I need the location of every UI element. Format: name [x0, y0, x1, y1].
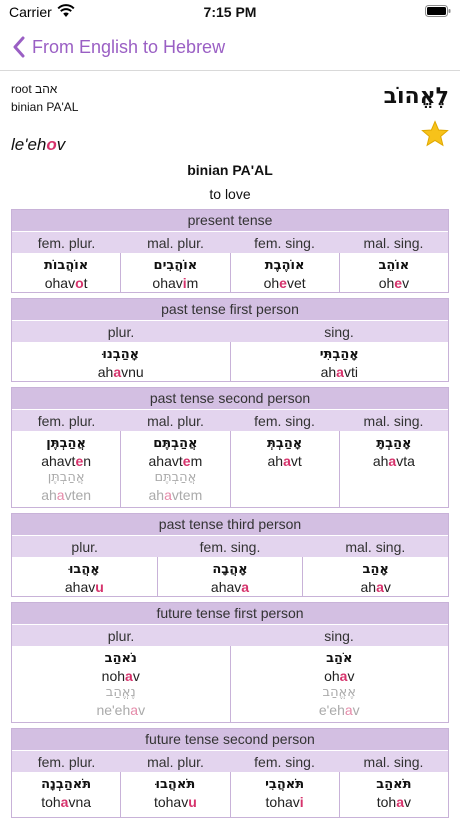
translit-post: v: [138, 702, 146, 718]
transliteration: [12, 793, 120, 811]
translit-pre: ah: [360, 579, 377, 595]
hebrew-form: תֹּאהַבְנָה: [41, 777, 92, 792]
column-header: plur.: [107, 628, 135, 644]
translit-pre: ohav: [44, 275, 76, 291]
translit-post: v: [383, 579, 391, 595]
translit-pre: ah: [320, 364, 337, 380]
transliteration: [11, 135, 65, 155]
column-header: fem. sing.: [254, 754, 315, 770]
translit-post: vti: [343, 364, 358, 380]
conjugation-cell[interactable]: [230, 342, 449, 381]
tense-table-past-first: [11, 298, 449, 382]
column-headers: [12, 231, 448, 253]
hebrew-form: אָהַבְתִּי: [319, 347, 359, 362]
clock: 7:15 PM: [203, 4, 257, 20]
translit-stress: a: [130, 702, 139, 718]
hebrew-form: אוֹהֶבֶת: [264, 258, 305, 273]
translit-pre: ahavt: [148, 453, 183, 469]
conjugation-cell[interactable]: [12, 431, 120, 507]
translit-pre: oh: [263, 275, 280, 291]
hebrew-form: תֹּאהֲבוּ: [155, 777, 196, 792]
tense-table-past-third: [11, 513, 449, 597]
transliteration: [12, 578, 157, 596]
conjugation-cell[interactable]: [230, 253, 339, 292]
translit-post: m: [186, 275, 199, 291]
column-header: sing.: [324, 324, 354, 340]
transliteration: [231, 452, 339, 470]
translit-post: v: [56, 135, 66, 154]
translit-stress: a: [241, 579, 250, 595]
column-header: mal. sing.: [363, 235, 424, 251]
conjugation-cell[interactable]: [120, 431, 229, 507]
hebrew-form: אָהַבְתָּ: [376, 436, 412, 451]
tense-table-future-second: [11, 728, 449, 818]
translit-pre: tohav: [153, 794, 189, 810]
translit-stress: a: [376, 579, 384, 595]
transliteration: [121, 452, 229, 470]
translit-stress: a: [125, 668, 133, 684]
translit-pre: ah: [148, 487, 165, 503]
conjugation-row: [12, 646, 448, 722]
conjugation-cell[interactable]: [230, 772, 339, 817]
translit-stress: e: [182, 453, 191, 469]
transliteration: [231, 793, 339, 811]
transliteration: [231, 274, 339, 292]
translit-pre: ah: [372, 453, 389, 469]
column-headers: [12, 535, 448, 557]
column-header: fem. plur.: [37, 413, 96, 429]
column-header: mal. sing.: [363, 754, 424, 770]
conjugation-cell[interactable]: [12, 342, 230, 381]
translit-post: m: [190, 453, 203, 469]
column-header: fem. sing.: [254, 413, 315, 429]
translit-pre: tohav: [265, 794, 300, 810]
hebrew-form: אֹהַב: [326, 651, 353, 666]
conjugation-cell[interactable]: [302, 557, 448, 596]
tense-title: future tense second person: [12, 729, 448, 750]
hebrew-form: אוֹהֵב: [378, 258, 410, 273]
transliteration: [340, 452, 448, 470]
column-headers: [12, 320, 448, 342]
tense-title: past tense first person: [12, 299, 448, 320]
binian-heading: binian PA'AL: [187, 162, 273, 178]
alt-hebrew-form: אֶאֱהַב: [322, 685, 356, 700]
hebrew-form: תֹּאהֲבִי: [265, 777, 305, 792]
chevron-left-icon: [12, 36, 26, 58]
hebrew-form: נֹאהַב: [104, 651, 137, 666]
translit-stress: o: [46, 135, 57, 154]
conjugation-cell[interactable]: [12, 646, 230, 722]
transliteration: [340, 793, 448, 811]
conjugation-cell[interactable]: [339, 253, 448, 292]
translit-pre: oh: [378, 275, 395, 291]
translit-pre: toh: [376, 794, 397, 810]
translit-post: v: [404, 794, 411, 810]
tense-title: past tense third person: [12, 514, 448, 535]
translit-stress: a: [60, 794, 69, 810]
translit-post: vnu: [121, 364, 144, 380]
translit-post: vet: [286, 275, 306, 291]
conjugation-cell[interactable]: [120, 253, 229, 292]
translit-pre: e'eh: [318, 702, 345, 718]
column-header: mal. plur.: [147, 235, 204, 251]
hebrew-form: אֲהַבְתֶּם: [153, 436, 198, 451]
translit-stress: u: [95, 579, 104, 595]
transliteration: [12, 667, 230, 685]
translit-pre: ohav: [152, 275, 183, 291]
translit-pre: ah: [41, 487, 57, 503]
column-header: fem. plur.: [37, 754, 96, 770]
root-line: root אהב: [11, 82, 58, 96]
translit-stress: a: [113, 364, 122, 380]
transliteration: [12, 452, 120, 470]
column-headers: [12, 750, 448, 772]
alt-hebrew-form: נֶאֱהַב: [105, 685, 136, 700]
translit-stress: i: [299, 794, 304, 810]
tense-table-present: [11, 209, 449, 293]
translit-stress: a: [56, 487, 65, 503]
column-header: mal. plur.: [147, 754, 204, 770]
conjugation-cell[interactable]: [339, 431, 448, 507]
translit-stress: i: [182, 275, 187, 291]
alt-transliteration: [12, 486, 120, 504]
translit-pre: ahav: [210, 579, 242, 595]
column-header: fem. sing.: [199, 539, 261, 555]
translit-pre: ah: [97, 364, 114, 380]
hebrew-form: אָהַבְתְּ: [267, 436, 303, 451]
translit-stress: a: [283, 453, 291, 469]
transliteration: [303, 578, 448, 596]
transliteration: [121, 793, 229, 811]
conjugation-cell[interactable]: [339, 772, 448, 817]
translit-pre: noh: [101, 668, 126, 684]
translit-pre: ne'eh: [96, 702, 131, 718]
translit-post: t: [83, 275, 88, 291]
hebrew-form: אוֹהֲבוֹת: [44, 258, 89, 273]
tense-table-past-second: [11, 387, 449, 508]
translit-post: vna: [68, 794, 92, 810]
hebrew-word: לֶאֱהוֹב: [383, 84, 449, 109]
tense-title: future tense first person: [12, 603, 448, 624]
back-button[interactable]: [12, 34, 225, 60]
conjugation-row: [12, 431, 448, 507]
alt-hebrew-form: אֲהַבְתֶּן: [47, 470, 85, 485]
column-header: plur.: [71, 539, 98, 555]
conjugation-row: [12, 557, 448, 596]
conjugation-cell[interactable]: [230, 431, 339, 507]
column-header: fem. sing.: [254, 235, 315, 251]
conjugation-cell[interactable]: [157, 557, 303, 596]
conjugation-cell[interactable]: [120, 772, 229, 817]
battery-icon: [425, 5, 451, 17]
translit-stress: a: [339, 668, 348, 684]
tense-title: past tense second person: [12, 388, 448, 409]
transliteration: [158, 578, 303, 596]
conjugation-row: [12, 772, 448, 817]
hebrew-form: אוֹהֲבִים: [153, 258, 198, 273]
column-header: sing.: [324, 628, 354, 644]
hebrew-form: אֲהַבְתֶּן: [46, 436, 86, 451]
conjugation-row: [12, 253, 448, 292]
translit-pre: ahav: [64, 579, 96, 595]
transliteration: [231, 667, 449, 685]
translit-post: vt: [290, 453, 302, 469]
translit-pre: le'eh: [11, 135, 47, 154]
column-header: fem. plur.: [37, 235, 96, 251]
navigation-bar: [0, 24, 460, 71]
status-bar: [0, 0, 460, 24]
hebrew-form: אָהַבְנוּ: [102, 347, 140, 362]
translit-pre: oh: [324, 668, 340, 684]
hebrew-form: אָהֲבָה: [212, 562, 248, 577]
translit-pre: ahavt: [41, 453, 76, 469]
translit-stress: a: [344, 702, 353, 718]
translit-stress: e: [75, 453, 84, 469]
translit-post: v: [352, 702, 360, 718]
transliteration: [12, 274, 120, 292]
transliteration: [340, 274, 448, 292]
translit-pre: toh: [41, 794, 61, 810]
translit-post: vta: [396, 453, 415, 469]
column-header: mal. sing.: [345, 539, 406, 555]
conjugation-cell[interactable]: [12, 253, 120, 292]
translit-post: v: [132, 668, 140, 684]
alt-transliteration: [12, 701, 230, 719]
translit-stress: u: [188, 794, 197, 810]
carrier-label: Carrier: [9, 4, 52, 20]
translit-post: v: [347, 668, 355, 684]
column-header: mal. sing.: [363, 413, 424, 429]
translit-stress: e: [394, 275, 403, 291]
translit-post: vtem: [171, 487, 203, 503]
translit-stress: a: [164, 487, 172, 503]
hebrew-form: אָהַב: [362, 562, 389, 577]
alt-transliteration: [121, 486, 229, 504]
column-header: plur.: [107, 324, 135, 340]
translit-post: vten: [64, 487, 92, 503]
translit-post: n: [83, 453, 92, 469]
meaning: to love: [209, 186, 251, 202]
hebrew-form: תֹּאהַב: [376, 777, 412, 792]
alt-hebrew-form: אֲהַבְתֶּם: [154, 470, 197, 485]
translit-stress: a: [388, 453, 397, 469]
binian-line: binian PA'AL: [11, 100, 79, 114]
transliteration: [12, 363, 230, 381]
translit-stress: a: [336, 364, 344, 380]
tense-table-future-first: [11, 602, 449, 723]
conjugation-cell[interactable]: [12, 772, 120, 817]
translit-stress: o: [75, 275, 84, 291]
alt-transliteration: [231, 701, 449, 719]
hebrew-form: אָהֲבוּ: [68, 562, 100, 577]
column-headers: [12, 624, 448, 646]
conjugation-cell[interactable]: [12, 557, 157, 596]
conjugation-cell[interactable]: [230, 646, 449, 722]
column-header: mal. plur.: [147, 413, 204, 429]
translit-stress: a: [396, 794, 404, 810]
conjugation-row: [12, 342, 448, 381]
transliteration: [121, 274, 229, 292]
favorite-star-icon[interactable]: [421, 120, 449, 148]
back-label: From English to Hebrew: [32, 36, 226, 57]
transliteration: [231, 363, 449, 381]
translit-pre: ah: [267, 453, 284, 469]
tense-title: present tense: [12, 210, 448, 231]
column-headers: [12, 409, 448, 431]
translit-stress: e: [279, 275, 287, 291]
translit-post: v: [402, 275, 410, 291]
